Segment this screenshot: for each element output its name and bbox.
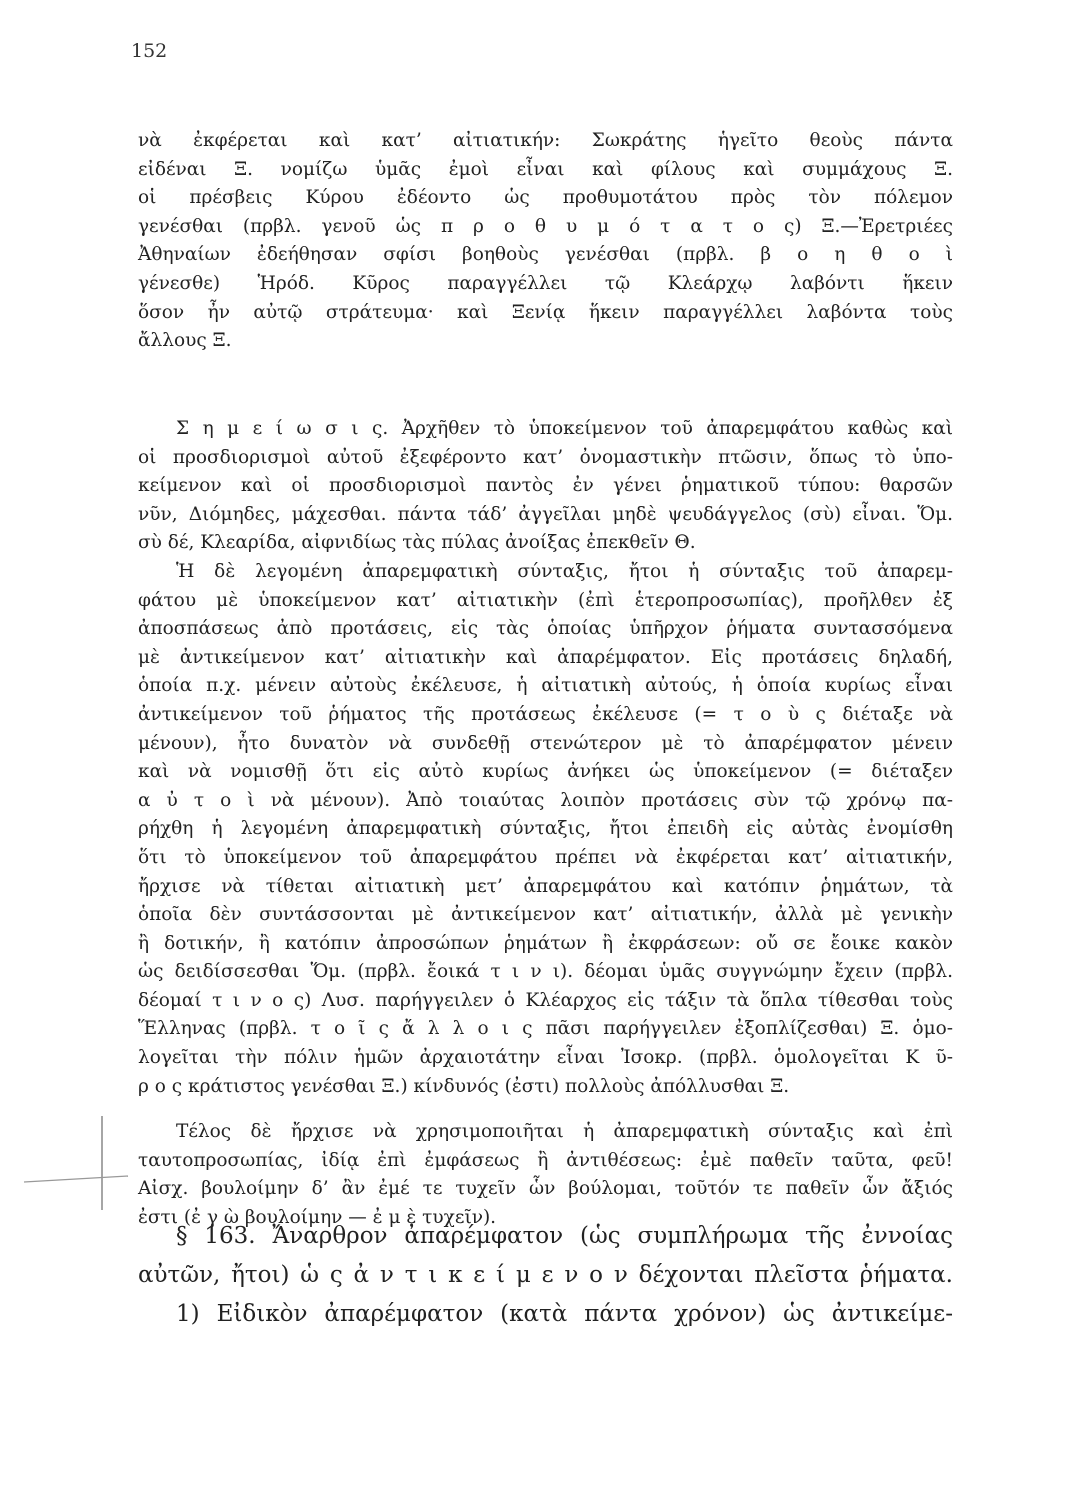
text-line: ὅσον ἦν αὐτῷ στράτευμα· καὶ Ξενίᾳ ἥκειν παραγγέλλει λαβόντα τοὺς: [138, 301, 953, 323]
text-line: Σ η μ ε ί ω σ ι ς. Ἀρχῆθεν τὸ ὑποκείμενον τοῦ ἀπαρεμφάτου καθὼς καὶ: [176, 418, 953, 439]
text-line: Ἡ δὲ λεγομένη ἀπαρεμφατικὴ σύνταξις, ἤτοι ἡ σύνταξις τοῦ ἀπαρεμ-: [176, 560, 953, 582]
text-line: 1) Εἰδικὸν ἀπαρέμφατον (κατὰ πάντα χρόνον) ὡς ἀντικείμε-: [176, 1301, 953, 1327]
text-line: μένουν), ἦτο δυνατὸν νὰ συνδεθῇ στενώτερον μὲ τὸ ἀπαρέμφατον μένειν: [138, 732, 953, 754]
text-line: σὺ δέ, Κλεαρίδα, αἰφνιδίως τὰς πύλας ἀνοίξας ἐπεκθεῖν Θ.: [138, 532, 696, 554]
text-line: ρήχθη ἡ λεγομένη ἀπαρεμφατικὴ σύνταξις, ἤτοι ἐπειδὴ εἰς αὐτὰς ἐνομίσθη: [138, 818, 953, 840]
text-line: νὰ ἐκφέρεται καὶ κατ’ αἰτιατικήν: Σωκράτης ἡγεῖτο θεοὺς πάντα: [138, 130, 953, 151]
text-line: αὐτῶν, ἤτοι) ὡ ς ἀ ν τ ι κ ε ί μ ε ν ο ν δέχονται πλεῖστα ῥήματα.: [138, 1262, 953, 1288]
text-line: α ὐ τ ο ὶ νὰ μένουν). Ἀπὸ τοιαύτας λοιπὸν προτάσεις σὺν τῷ χρόνῳ πα-: [138, 789, 953, 811]
text-line: κείμενον καὶ οἱ προσδιορισμοὶ παντὸς ἐν γένει ῥηματικοῦ τύπου: θαρσῶν: [138, 475, 953, 497]
text-line: οἱ πρέσβεις Κύρου ἐδέοντο ὡς προθυμοτάτου πρὸς τὸν πόλεμον: [138, 187, 953, 209]
paragraph-1: [138, 127, 953, 356]
text-line: μὲ ἀντικείμενον κατ’ αἰτιατικὴν καὶ ἀπαρέμφατον. Εἰς προτάσεις δηλαδή,: [138, 646, 953, 668]
text-line: ρ ο ς κράτιστος γενέσθαι Ξ.) κίνδυνός (ἐστι) πολλοὺς ἀπόλλυσθαι Ξ.: [138, 1075, 790, 1097]
text-line: ἐστι (ἐ γ ὼ βουλοίμην — ἐ μ ὲ τυχεῖν).: [138, 1206, 497, 1228]
paragraph-3: [138, 1118, 953, 1232]
text-line: δέομαί τ ι ν ο ς) Λυσ. παρήγγειλεν ὁ Κλέαρχος εἰς τάξιν τὰ ὅπλα τίθεσθαι τοὺς: [138, 989, 953, 1011]
page-number: 152: [131, 40, 168, 62]
text-line: ὁποῖα δὲν συντάσσονται μὲ ἀντικείμενον κατ’ αἰτιατικήν, ἀλλὰ μὲ γενικὴν: [138, 904, 953, 926]
paragraph-2-note: [138, 415, 953, 1101]
text-line: ἀποσπάσεως ἀπὸ προτάσεις, εἰς τὰς ὁποίας ὑπῆρχον ῥήματα συντασσόμενα: [138, 618, 953, 640]
section-heading: § 163. Ἄναρθρον ἀπαρέμφατον (ὡς συμπλήρωμα τῆς ἐννοίας: [176, 1223, 953, 1249]
text-line: ὅτι τὸ ὑποκείμενον τοῦ ἀπαρεμφάτου πρέπει νὰ ἐκφέρεται κατ’ αἰτιατικήν,: [138, 846, 953, 868]
text-line: φάτου μὲ ὑποκείμενον κατ’ αἰτιατικὴν (ἐπὶ ἑτεροπροσωπίας), προῆλθεν ἐξ: [138, 589, 953, 611]
text-line: Ἕλληνας (πρβλ. τ ο ῖ ς ἄ λ λ ο ι ς πᾶσι παρήγγειλεν ἐξοπλίζεσθαι) Ξ. ὁμο-: [138, 1018, 953, 1040]
text-line: Ἀθηναίων ἐδεήθησαν σφίσι βοηθοὺς γενέσθαι (πρβλ. β ο η θ ο ὶ: [138, 244, 953, 266]
text-line: εἰδέναι Ξ. νομίζω ὑμᾶς ἐμοὶ εἶναι καὶ φίλους καὶ συμμάχους Ξ.: [138, 158, 953, 180]
text-line: νῦν, Διόμηδες, μάχεσθαι. πάντα τάδ’ ἀγγεῖλαι μηδὲ ψευδάγγελος (σὺ) εἶναι. Ὅμ.: [138, 503, 953, 525]
text-line: Αἰσχ. βουλοίμην δ’ ἂν ἐμέ τε τυχεῖν ὧν βούλομαι, τοῦτόν τε παθεῖν ὧν ἄξιός: [138, 1178, 953, 1200]
text-line: ὁποία π.χ. μένειν αὐτοὺς ἐκέλευσε, ἡ αἰτιατικὴ αὐτούς, ἡ ὁποία κυρίως εἶναι: [138, 675, 953, 697]
text-line: Τέλος δὲ ἤρχισε νὰ χρησιμοποιῆται ἡ ἀπαρεμφατικὴ σύνταξις καὶ ἐπὶ: [176, 1121, 953, 1142]
text-line: καὶ νὰ νομισθῇ ὅτι εἰς αὐτὸ κυρίως ἀνήκει ὡς ὑποκείμενον (= διέταξεν: [138, 761, 953, 783]
section-163: [138, 1217, 953, 1334]
crosshair-mark-icon: [20, 1112, 130, 1214]
text-line: ἢ δοτικήν, ἢ κατόπιν ἀπροσώπων ῥημάτων ἢ ἐκφράσεων: οὔ σε ἔοικε κακὸν: [138, 932, 953, 954]
text-line: οἱ προσδιορισμοὶ αὐτοῦ ἐξεφέροντο κατ’ ὀνομαστικὴν πτῶσιν, ὅπως τὸ ὑπο-: [138, 446, 953, 468]
text-line: γενέσθαι (πρβλ. γενοῦ ὡς π ρ ο θ υ μ ό τ α τ ο ς) Ξ.—Ἐρετριέες: [138, 215, 953, 237]
text-line: ἤρχισε νὰ τίθεται αἰτιατικὴ μετ’ ἀπαρεμφάτου καὶ κατόπιν ῥημάτων, τὰ: [138, 875, 953, 897]
text-line: γένεσθε) Ἡρόδ. Κῦρος παραγγέλλει τῷ Κλεάρχῳ λαβόντι ἥκειν: [138, 272, 953, 294]
text-line: ἄλλους Ξ.: [138, 330, 232, 352]
text-line: ὡς δειδίσσεσθαι Ὅμ. (πρβλ. ἔοικά τ ι ν ι). δέομαι ὑμᾶς συγγνώμην ἔχειν (πρβλ.: [138, 961, 953, 983]
text-line: λογεῖται τὴν πόλιν ἡμῶν ἀρχαιοτάτην εἶναι Ἰσοκρ. (πρβλ. ὁμολογεῖται Κ ῦ-: [138, 1047, 953, 1069]
text-line: ἀντικείμενον τοῦ ῥήματος τῆς προτάσεως ἐκέλευσε (= τ ο ὺ ς διέταξε νὰ: [138, 703, 953, 725]
text-line: ταυτοπροσωπίας, ἰδίᾳ ἐπὶ ἐμφάσεως ἢ ἀντιθέσεως: ἐμὲ παθεῖν ταῦτα, φεῦ!: [138, 1149, 953, 1171]
